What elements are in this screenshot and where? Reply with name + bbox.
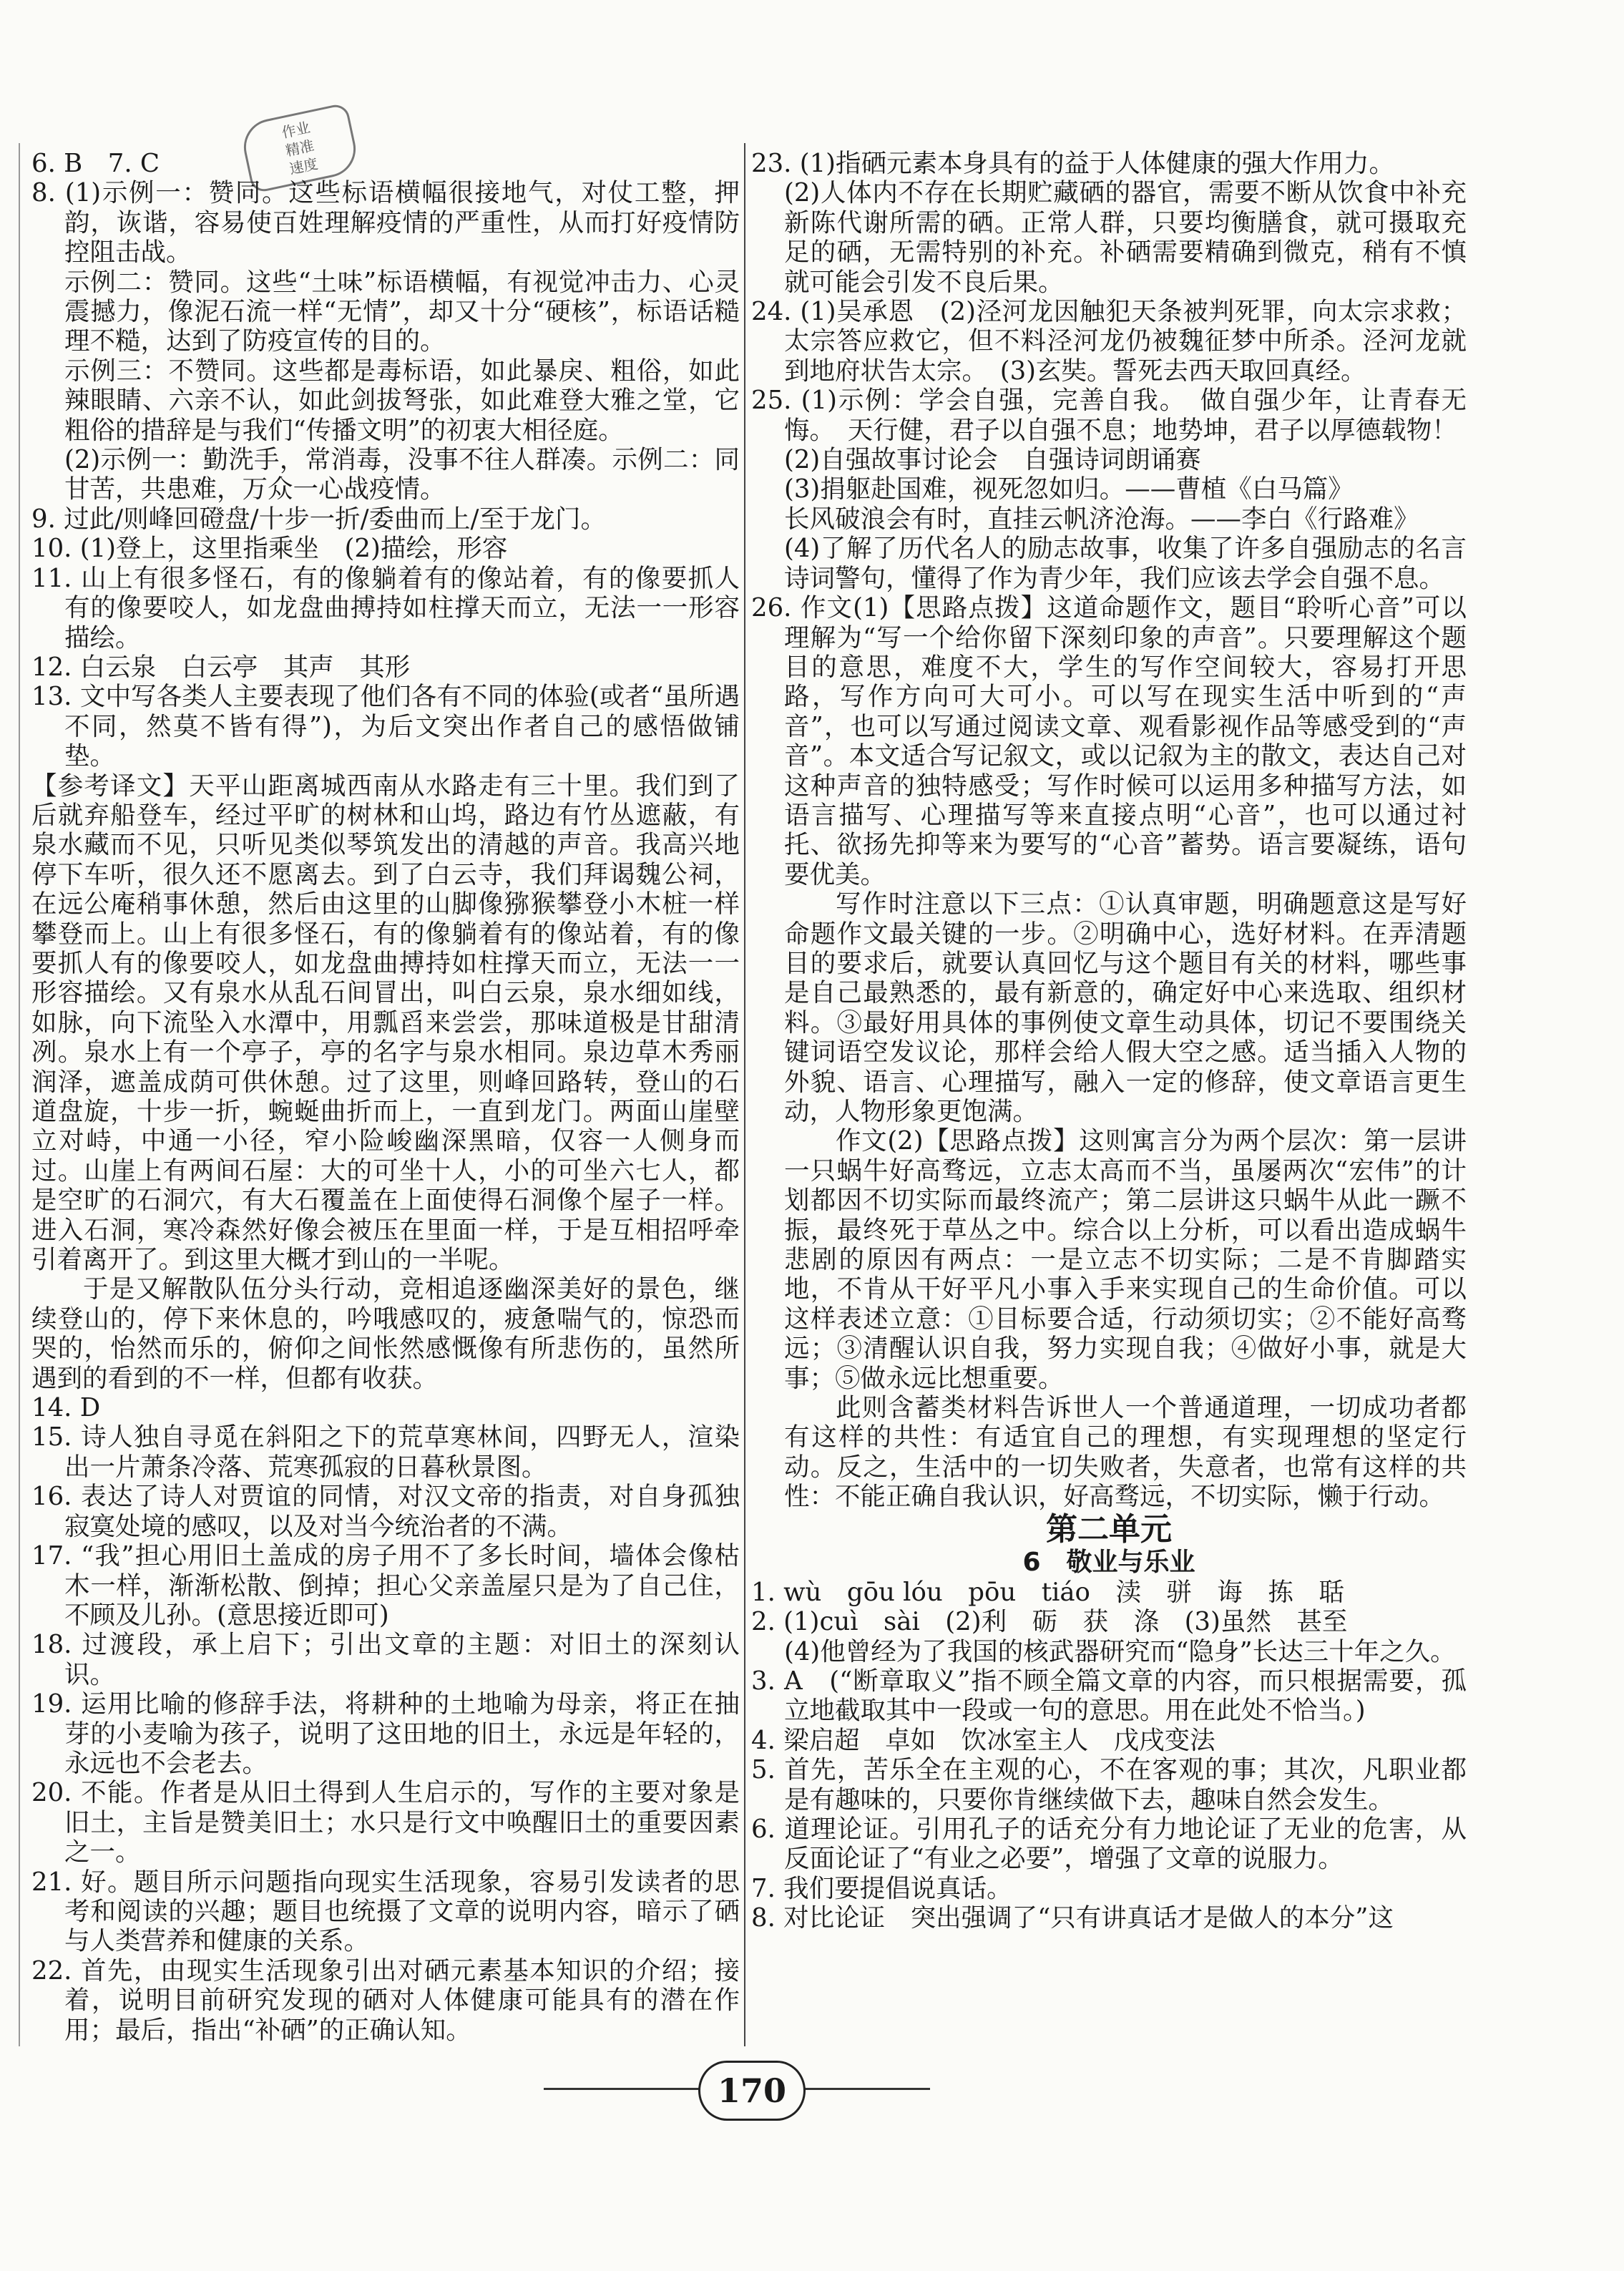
answer-paragraph: 写作时注意以下三点：①认真审题，明确题意这是写好命题作文最关键的一步。②明确中心，选好材料。在弄清题目的要求后，就要认真回忆与这个题目有关的材料，哪些事是自己最熟悉的，最有新意的，确定好中心来选取、组织材料。③最好用具体的事例使文章生动具体，切记不要围绕关键词语空发议论，那样会给人假大空之感。适当插入人物的外貌、语言、心理描写，融入一定的修辞，使文章语言更生动，人物形象更饱满。	[784, 889, 1467, 1126]
answer-paragraph: 【参考译文】天平山距离城西南从水路走有三十里。我们到了后就弃船登车，经过平旷的树林和山坞，路边有竹丛遮蔽，有泉水藏而不见，只听见类似琴筑发出的清越的声音。我高兴地停下车听，很久还不愿离去。到了白云寺，我们拜谒魏公祠，在远公庵稍事休憩，然后由这里的山脚像猕猴攀登小木桩一样攀登而上。山上有很多怪石，有的像躺着有的像站着，有的像要抓人有的像要咬人，如龙盘曲搏持如柱撑天而立，无法一一形容描绘。又有泉水从乱石间冒出，叫白云泉，泉水细如线，如脉，向下流坠入水潭中，用瓢舀来尝尝，那味道极是甘甜清冽。泉水上有一个亭子，亭的名字与泉水相同。泉边草木秀丽润泽，遮盖成荫可供休憩。过了这里，则峰回路转，登山的石道盘旋，十步一折，蜿蜒曲折而上，一直到龙门。两面山崖壁立对峙，中通一小径，窄小险峻幽深黑暗，仅容一人侧身而过。山崖上有两间石屋：大的可坐十人，小的可坐六七人，都是空旷的石洞穴，有大石覆盖在上面使得石洞像个屋子一样。进入石洞，寒冷森然好像会被压在里面一样，于是互相招呼牵引着离开了。到这里大概才到山的一半呢。	[31, 771, 740, 1275]
answer-paragraph: 25. (1)示例：学会自强，完善自我。 做自强少年，让青春无悔。 天行健，君子以自强不息；地势坤，君子以厚德载物！	[751, 386, 1467, 445]
answer-paragraph: 6. B 7. C	[31, 149, 160, 178]
answer-paragraph: 1. wù gōu lóu pōu tiáo 渎 骈 诲 拣 聒	[751, 1577, 1344, 1607]
answer-paragraph: 26. 作文(1)【思路点拨】这道命题作文，题目“聆听心音”可以理解为“写一个给你留下深刻印象的声音”。只要理解这个题目的意思，难度不大，学生的写作空间较大，容易打开思路，写作方向可大可小。可以写在现实生活中听到的“声音”，也可以写通过阅读文章、观看影视作品等感受到的“声音”。本文适合写记叙文，或以记叙为主的散文，表达自己对这种声音的独特感受；写作时候可以运用多种描写方法，如语言描写、心理描写等来直接点明“心音”，也可以通过衬托、欲扬先抑等来为要写的“心音”蓄势。语言要凝练，语句要优美。	[751, 593, 1467, 889]
answer-paragraph: 8. (1)示例一：赞同。这些标语横幅很接地气，对仗工整，押韵，诙谐，容易使百姓理解疫情的严重性，从而打好疫情防控阻击战。	[31, 178, 740, 268]
answer-paragraph: 7. 我们要提倡说真话。	[751, 1873, 1012, 1903]
answer-paragraph: 于是又解散队伍分头行动，竞相追逐幽深美好的景色，继续登山的，停下来休息的，吟哦感叹的，疲惫喘气的，惊恐而哭的，怡然而乐的，俯仰之间怅然感慨像有所悲伤的，虽然所遇到的看到的不一样，但都有收获。	[31, 1274, 740, 1393]
answer-paragraph: 18. 过渡段，承上启下；引出文章的主题：对旧土的深刻认识。	[31, 1630, 740, 1689]
answer-paragraph: 示例三：不赞同。这些都是毒标语，如此暴戾、粗俗，如此辣眼睛、六亲不认，如此剑拔弩张，如此难登大雅之堂，它粗俗的措辞是与我们“传播文明”的初衷大相径庭。	[64, 356, 740, 445]
answer-paragraph: 12. 白云泉 白云亭 其声 其形	[31, 652, 411, 682]
answer-paragraph: 21. 好。题目所示问题指向现实生活现象，容易引发读者的思考和阅读的兴趣；题目也统摄了文章的说明内容，暗示了硒与人类营养和健康的关系。	[31, 1867, 740, 1956]
answer-paragraph: 23. (1)指硒元素本身具有的益于人体健康的强大作用力。	[751, 149, 1395, 178]
answer-paragraph: 作文(2)【思路点拨】这则寓言分为两个层次：第一层讲一只蜗牛好高骛远，立志太高而不当，虽屡两次“宏伟”的计划都因不切实际而最终流产；第二层讲这只蜗牛从此一蹶不振，最终死于草丛之中。综合以上分析，可以看出造成蜗牛悲剧的原因有两点：一是立志不切实际；二是不肯脚踏实地，不肯从干好平凡小事入手来实现自己的生命价值。可以这样表述立意：①目标要合适，行动须切实；②不能好高骛远；③清醒认识自我，努力实现自我；④做好小事，就是大事；⑤做永远比想重要。	[784, 1126, 1467, 1393]
answer-paragraph: 14. D	[31, 1393, 101, 1423]
answer-paragraph: 9. 过此/则峰回磴盘/十步一折/委曲而上/至于龙门。	[31, 504, 606, 534]
answer-paragraph: 10. (1)登上，这里指乘坐 (2)描绘，形容	[31, 534, 508, 564]
answer-paragraph: (2)示例一：勤洗手，常消毒，没事不往人群凑。示例二：同甘苦，共患难，万众一心战疫情。	[64, 445, 740, 504]
left-column	[31, 149, 740, 2045]
answer-paragraph: 3. A (“断章取义”指不顾全篇文章的内容，而只根据需要，孤立地截取其中一段或一句的意思。用在此处不恰当。)	[751, 1666, 1467, 1726]
answer-paragraph: 19. 运用比喻的修辞手法，将耕种的土地喻为母亲，将正在抽芽的小麦喻为孩子，说明了这田地的旧土，永远是年轻的，永远也不会老去。	[31, 1689, 740, 1778]
answer-paragraph: 6. 道理论证。引用孔子的话充分有力地论证了无业的危害，从反面论证了“有业之必要”，增强了文章的说服力。	[751, 1814, 1467, 1874]
answer-paragraph: 2. (1)cuì sài (2)利 砺 获 涤 (3)虽然 甚至	[751, 1607, 1348, 1637]
answer-paragraph: 8. 对比论证 突出强调了“只有讲真话才是做人的本分”这	[751, 1903, 1394, 1933]
answer-paragraph: 5. 首先，苦乐全在主观的心，不在客观的事；其次，凡职业都是有趣味的，只要你肯继续做下去，趣味自然会发生。	[751, 1755, 1467, 1815]
answer-paragraph: 16. 表达了诗人对贾谊的同情，对汉文帝的指责，对自身孤独寂寞处境的感叹，以及对当今统治者的不满。	[31, 1482, 740, 1541]
unit-title: 第二单元	[1046, 1510, 1172, 1548]
page-number-badge	[698, 2061, 806, 2121]
answer-paragraph: (2)自强故事讨论会 自强诗词朗诵赛	[784, 445, 1201, 475]
answer-paragraph: 15. 诗人独自寻觅在斜阳之下的荒草寒林间，四野无人，渲染出一片萧条冷落、荒寒孤寂的日暮秋景图。	[31, 1422, 740, 1482]
answer-paragraph: 13. 文中写各类人主要表现了他们各有不同的体验(或者“虽所遇不同，然莫不皆有得”)，为后文突出作者自己的感悟做铺垫。	[31, 682, 740, 771]
answer-paragraph: 11. 山上有很多怪石，有的像躺着有的像站着，有的像要抓人有的像要咬人，如龙盘曲搏持如柱撑天而立，无法一一形容描绘。	[31, 563, 740, 653]
answer-paragraph: 4. 梁启超 卓如 饮冰室主人 戊戌变法	[751, 1725, 1215, 1755]
answer-paragraph: (4)了解了历代名人的励志故事，收集了许多自强励志的名言诗词警句，懂得了作为青少年，我们应该去学会自强不息。	[784, 534, 1467, 593]
answer-paragraph: 20. 不能。作者是从旧土得到人生启示的，写作的主要对象是旧土，主旨是赞美旧土；水只是行文中唤醒旧土的重要因素之一。	[31, 1778, 740, 1867]
answer-paragraph: 22. 首先，由现实生活现象引出对硒元素基本知识的介绍；接着，说明目前研究发现的硒对人体健康可能具有的潜在作用；最后，指出“补硒”的正确认知。	[31, 1955, 740, 2045]
answer-paragraph: 17. “我”担心用旧土盖成的房子用不了多长时间，墙体会像枯木一样，渐渐松散、倒掉；担心父亲盖屋只是为了自己住，不顾及儿孙。(意思接近即可)	[31, 1541, 740, 1630]
answer-paragraph: 长风破浪会有时，直挂云帆济沧海。——李白《行路难》	[784, 504, 1419, 534]
answer-paragraph: (2)人体内不存在长期贮藏硒的器官，需要不断从饮食中补充新陈代谢所需的硒。正常人群，只要均衡膳食，就可摄取充足的硒，无需特别的补充。补硒需要精确到微克，稍有不慎就可能会引发不良后果。	[784, 178, 1467, 297]
answer-paragraph: 此则含蓄类材料告诉世人一个普通道理，一切成功者都有这样的共性：有适宜自己的理想，有实现理想的坚定行动。反之，生活中的一切失败者，失意者，也常有这样的共性：不能正确自我认识，好高骛远，不切实际，懒于行动。	[784, 1393, 1467, 1512]
answer-paragraph: 示例二：赞同。这些“土味”标语横幅，有视觉冲击力、心灵震撼力，像泥石流一样“无情”，却又十分“硬核”，标语话糙理不糙，达到了防疫宣传的目的。	[64, 267, 740, 356]
answer-paragraph: 24. (1)吴承恩 (2)泾河龙因触犯天条被判死罪，向太宗求救；太宗答应救它，但不料泾河龙仍被魏征梦中所杀。泾河龙就到地府状告太宗。 (3)玄奘。誓死去西天取回真经。	[751, 297, 1467, 386]
right-column	[751, 149, 1467, 2045]
column-divider	[744, 143, 745, 2046]
answer-paragraph: (4)他曾经为了我国的核武器研究而“隐身”长达三十年之久。	[784, 1636, 1456, 1666]
left-margin-rule	[19, 143, 20, 2046]
lesson-title: 6 敬业与乐业	[1022, 1547, 1195, 1577]
answer-paragraph: (3)捐躯赴国难，视死忽如归。——曹植《白马篇》	[784, 474, 1354, 504]
homework-stamp-icon: 作业 精准 速度	[238, 102, 361, 194]
page-number: 170	[717, 2071, 787, 2110]
